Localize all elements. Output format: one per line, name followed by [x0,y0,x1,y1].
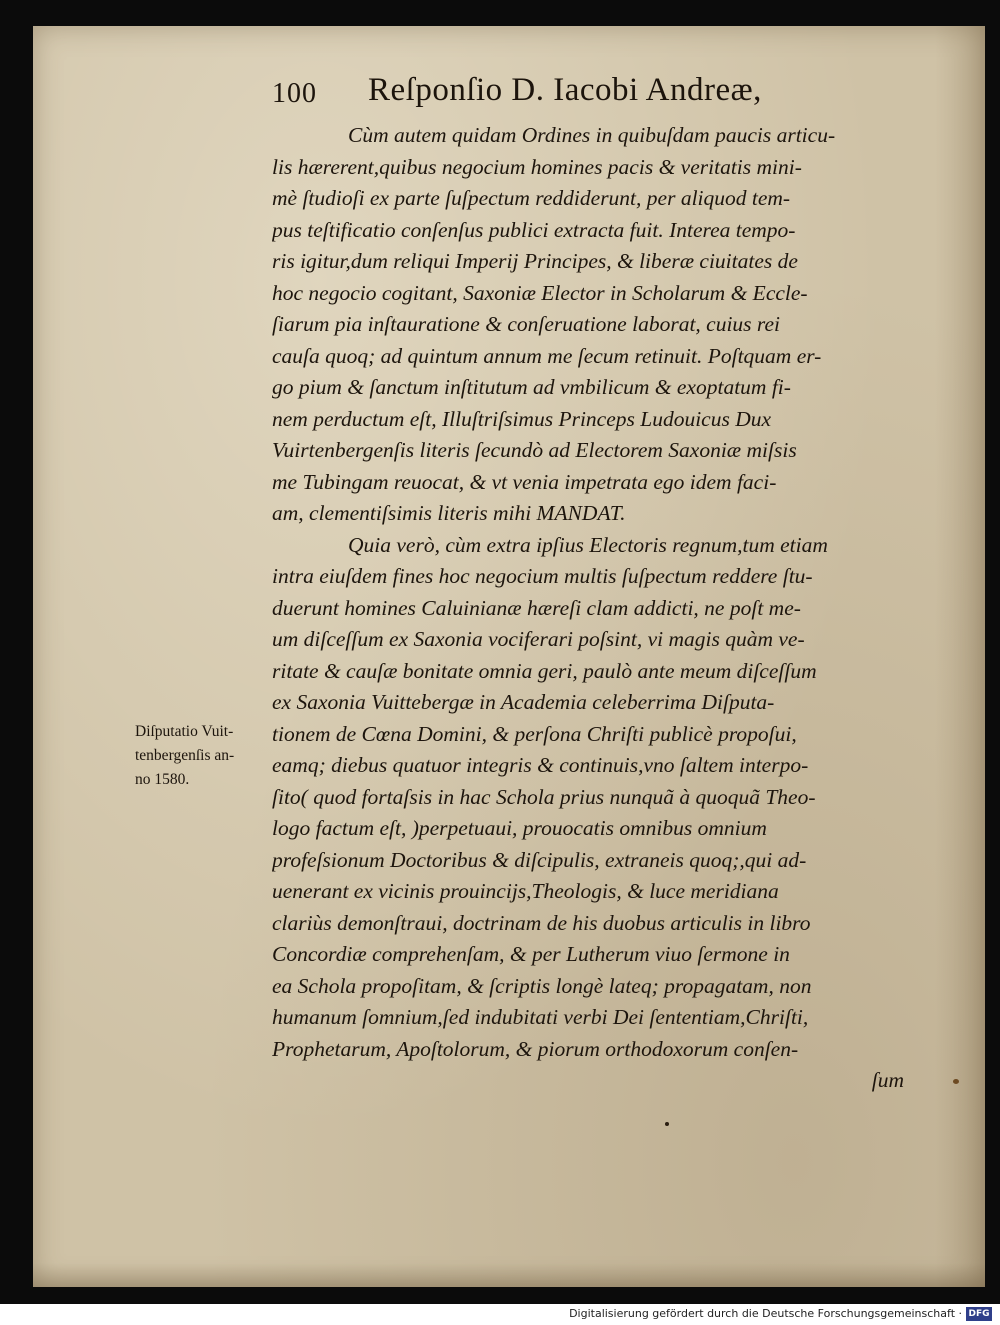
margin-note-line: no 1580. [135,771,190,788]
text-line: Concordiæ comprehenſam, & per Lutherum viuo ſermone in [272,942,790,966]
catchword: ſum [871,1068,904,1092]
ink-speck [665,1122,669,1126]
margin-note-line: tenbergenſis an- [135,747,235,764]
running-title: Reſponſio D. Iacobi Andreæ, [368,72,762,108]
page-bottom-shading [33,1263,985,1287]
text-line: ſito( quod fortaſsis in hac Schola prius nunquã à quoquã Theo- [272,784,816,809]
page-header [272,72,912,116]
ink-speck [953,1079,959,1084]
funding-credit: Digitalisierung gefördert durch die Deutsche Forschungsgemeinschaft · [569,1307,962,1320]
text-line: me Tubingam reuocat, & vt venia impetrata ego idem faci- [272,469,777,494]
margin-note-line: Diſputatio Vuit- [135,723,234,740]
text-line: ex Saxonia Vuittebergæ in Academia celeberrima Diſputa- [272,690,775,714]
text-line: um diſceſſum ex Saxonia vociferari poſsint, vi magis quàm ve- [272,627,805,651]
text-line: ris igitur,dum reliqui Imperij Principes, & liberæ ciuitates de [272,249,798,273]
digitization-footer [0,1304,1000,1325]
text-line: tionem de Cœna Domini, & perſona Chriſti publicè propoſui, [272,721,797,746]
text-line: pus teſtificatio conſenſus publici extracta fuit. Interea tempo- [272,217,796,242]
text-line: mè ſtudioſi ex parte ſuſpectum reddiderunt, per aliquod tem- [272,186,791,210]
dfg-logo: DFG [966,1307,992,1321]
text-line: Prophetarum, Apoſtolorum, & piorum orthodoxorum conſen- [272,1036,799,1061]
text-line: logo factum eſt, )perpetuaui, prouocatis omnibus omnium [272,816,767,840]
text-line: humanum ſomnium,ſed indubitati verbi Dei ſententiam,Chriſti, [272,1005,809,1029]
text-line: Vuirtenbergenſis literis ſecundò ad Electorem Saxoniæ miſsis [272,438,797,462]
text-line: cauſa quoq; ad quintum annum me ſecum retinuit. Poſtquam er- [272,343,822,368]
text-line: profeſsionum Doctoribus & diſcipulis, extraneis quoq;,qui ad- [272,847,807,872]
text-line: go pium & ſanctum inſtitutum ad vmbilicum & exoptatum fi- [272,375,791,399]
text-line: duerunt homines Caluinianæ hæreſi clam addicti, ne poſt me- [272,595,801,620]
text-line: ſiarum pia inſtauratione & conſeruatione laborat, cuius rei [272,312,781,336]
text-line: ritate & cauſæ bonitate omnia geri, paulò ante meum diſceſſum [272,658,817,683]
text-line: uenerant ex vicinis prouincijs,Theologis, & luce meridiana [272,879,779,903]
text-line: eamq; diebus quatuor integris & continuis,vno ſaltem interpo- [272,753,809,777]
text-line: am, clementiſsimis literis mihi MANDAT. [272,501,626,525]
margin-note [135,720,263,792]
page-number: 100 [272,78,317,109]
text-line: hoc negocio cogitant, Saxoniæ Elector in Scholarum & Eccle- [272,280,808,305]
text-line: intra eiuſdem fines hoc negocium multis ſuſpectum reddere ſtu- [272,564,813,588]
text-line: ea Schola propoſitam, & ſcriptis longè lateq; propagatam, non [272,973,812,998]
text-line: clariùs demonſtraui, doctrinam de his duobus articulis in libro [272,910,811,935]
body-text [272,120,912,1097]
page-edge-shading [935,26,985,1287]
text-line: nem perductum eſt, Illuſtriſsimus Princeps Ludouicus Dux [272,406,772,431]
text-line: Cùm autem quidam Ordines in quibuſdam paucis articu- [348,123,836,147]
text-line: lis hærerent,quibus negocium homines pacis & veritatis mini- [272,154,802,179]
text-line: Quia verò, cùm extra ipſius Electoris regnum,tum etiam [348,532,828,557]
